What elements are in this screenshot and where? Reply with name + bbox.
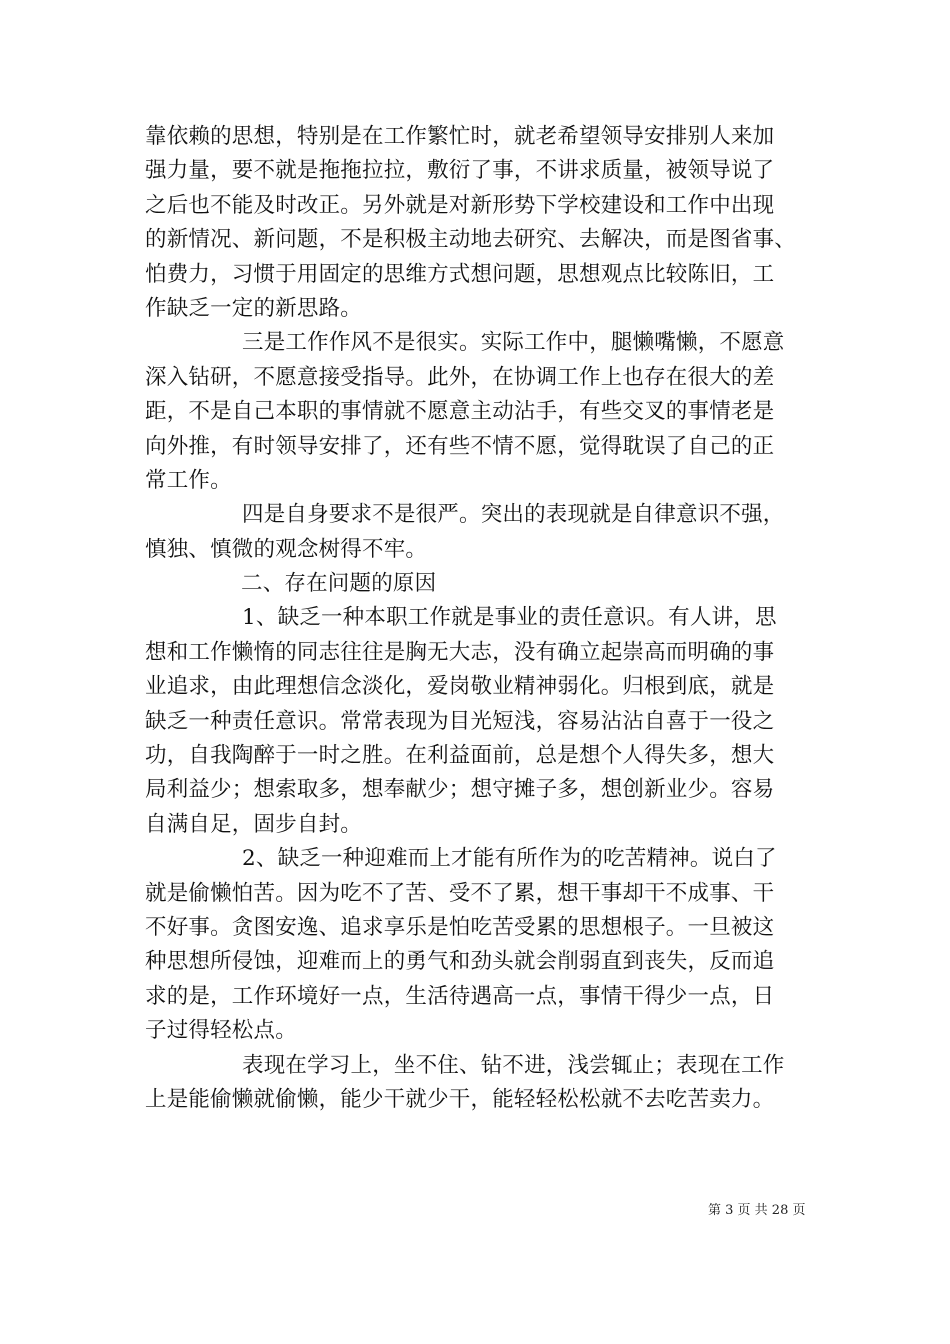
text-line: 子过得轻松点。 [145, 1018, 297, 1044]
text-line: 靠依赖的思想，特别是在工作繁忙时，就老希望领导安排别人来加 [145, 124, 775, 149]
text-line: 自满自足，固步自封。 [145, 811, 363, 837]
section-heading: 二、存在问题的原因 [241, 571, 437, 597]
text-line: 种思想所侵蚀，迎难而上的勇气和劲头就会削弱直到丧失，反而追 [145, 949, 775, 975]
text-line: 深入钻研，不愿意接受指导。此外，在协调工作上也存在很大的差 [145, 364, 775, 390]
text-line: 功，自我陶醉于一时之胜。在利益面前，总是想个人得失多，想大 [145, 743, 775, 769]
text-line: 局利益少；想索取多，想奉献少；想守摊子多，想创新业少。容易 [145, 777, 775, 803]
text-line: 慎独、慎微的观念树得不牢。 [145, 536, 428, 562]
text-line: 之后也不能及时改正。另外就是对新形势下学校建设和工作中出现 [145, 192, 775, 218]
document-body [145, 120, 810, 1117]
page-number-footer: 第 3 页 共 28 页 [708, 1203, 806, 1218]
text-line: 上是能偷懒就偷懒，能少干就少干，能轻轻松松就不去吃苦卖力。 [145, 1086, 775, 1112]
text-line: 不好事。贪图安逸、追求享乐是怕吃苦受累的思想根子。一旦被这 [145, 914, 775, 940]
text-line: 距，不是自己本职的事情就不愿意主动沾手，有些交叉的事情老是 [145, 399, 775, 425]
paragraph-start-line: 1、缺乏一种本职工作就是事业的责任意识。有人讲，思 [242, 605, 777, 631]
text-line: 作缺乏一定的新思路。 [145, 295, 363, 321]
text-line: 求的是，工作环境好一点，生活待遇高一点，事情干得少一点，日 [145, 983, 775, 1009]
text-line: 缺乏一种责任意识。常常表现为目光短浅，容易沾沾自喜于一役之 [145, 708, 775, 734]
paragraph-start-line: 2、缺乏一种迎难而上才能有所作为的吃苦精神。说白了 [242, 846, 777, 872]
text-line: 常工作。 [145, 467, 232, 493]
text-line: 怕费力，习惯于用固定的思维方式想问题，思想观点比较陈旧，工 [145, 261, 775, 287]
paragraph-start-line: 四是自身要求不是很严。突出的表现就是自律意识不强， [242, 502, 785, 528]
text-line: 想和工作懒惰的同志往往是胸无大志，没有确立起崇高而明确的事 [145, 639, 775, 665]
paragraph-start-line: 表现在学习上，坐不住、钻不进，浅尝辄止；表现在工作 [242, 1052, 785, 1078]
text-line: 就是偷懒怕苦。因为吃不了苦、受不了累，想干事却干不成事、干 [145, 880, 775, 906]
text-line: 业追求，由此理想信念淡化，爱岗敬业精神弱化。归根到底，就是 [145, 674, 775, 700]
text-line: 向外推，有时领导安排了，还有些不情不愿，觉得耽误了自己的正 [145, 433, 775, 459]
paragraph-start-line: 三是工作作风不是很实。实际工作中，腿懒嘴懒，不愿意 [242, 330, 785, 356]
text-line: 强力量，要不就是拖拖拉拉，敷衍了事，不讲求质量，被领导说了 [145, 158, 775, 184]
text-line: 的新情况、新问题，不是积极主动地去研究、去解决，而是图省事、 [145, 227, 797, 253]
